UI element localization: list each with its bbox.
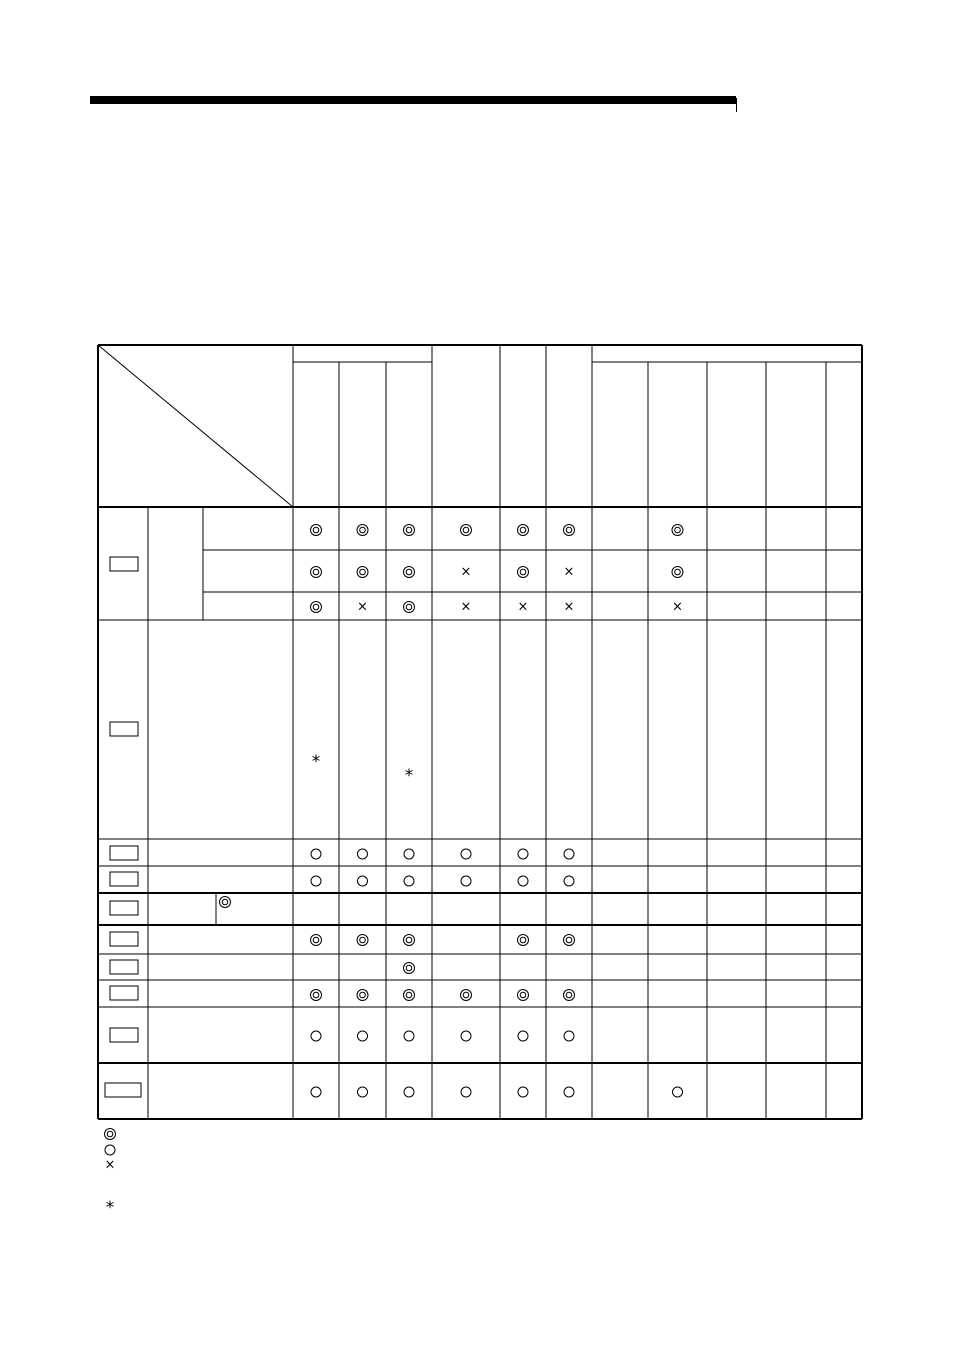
inner-ring xyxy=(520,992,526,998)
circle-icon xyxy=(461,849,471,859)
ring xyxy=(564,876,574,886)
table-row xyxy=(220,897,231,908)
double-circle-icon xyxy=(518,567,529,578)
inner-ring xyxy=(463,992,469,998)
row-label-box xyxy=(105,1083,141,1097)
circle-icon xyxy=(673,1087,683,1097)
ring xyxy=(404,1031,414,1041)
outer-ring xyxy=(404,602,415,613)
table-marks xyxy=(105,525,684,1219)
inner-ring xyxy=(566,527,572,533)
table-grid xyxy=(98,345,862,1119)
inner-ring xyxy=(675,527,681,533)
inner-ring xyxy=(406,965,412,971)
circle-icon xyxy=(461,1031,471,1041)
ring xyxy=(105,1145,115,1155)
cross-mark xyxy=(518,600,529,615)
circle-icon xyxy=(311,876,321,886)
outer-ring xyxy=(105,1129,116,1140)
outer-ring xyxy=(672,567,683,578)
circle-icon xyxy=(518,1031,528,1041)
ring xyxy=(518,876,528,886)
double-circle-icon xyxy=(404,935,415,946)
double-circle-icon xyxy=(311,567,322,578)
cross-glyph: × xyxy=(357,599,368,615)
outer-ring xyxy=(404,990,415,1001)
outer-ring xyxy=(311,990,322,1001)
double-circle-icon xyxy=(564,990,575,1001)
table-row xyxy=(311,849,574,859)
outer-ring xyxy=(404,963,415,974)
inner-ring xyxy=(463,527,469,533)
header-diagonal xyxy=(98,345,293,507)
table-row xyxy=(311,525,684,536)
table-row xyxy=(404,963,415,974)
star-mark xyxy=(312,752,321,772)
row-label-box xyxy=(110,557,138,571)
outer-ring xyxy=(461,990,472,1001)
cross-mark xyxy=(461,565,472,580)
circle-icon xyxy=(461,1087,471,1097)
outer-ring xyxy=(311,525,322,536)
circle-icon xyxy=(564,849,574,859)
inner-ring xyxy=(406,937,412,943)
double-circle-icon xyxy=(311,602,322,613)
circle-icon xyxy=(518,1087,528,1097)
legend xyxy=(105,1129,116,1219)
row-label-box xyxy=(110,986,138,1000)
inner-ring xyxy=(313,937,319,943)
row-label-box xyxy=(110,932,138,946)
ring xyxy=(518,1031,528,1041)
double-circle-icon xyxy=(518,525,529,536)
outer-ring xyxy=(461,525,472,536)
inner-ring xyxy=(406,527,412,533)
circle-icon xyxy=(358,849,368,859)
table-row xyxy=(311,565,684,580)
row-label-box xyxy=(110,960,138,974)
double-circle-icon xyxy=(311,525,322,536)
table-row xyxy=(311,990,575,1001)
outer-ring xyxy=(357,935,368,946)
outer-ring xyxy=(518,990,529,1001)
ring xyxy=(461,1031,471,1041)
ring xyxy=(673,1087,683,1097)
circle-icon xyxy=(311,849,321,859)
inner-ring xyxy=(360,569,366,575)
table-row xyxy=(311,1031,574,1041)
circle-icon xyxy=(404,1087,414,1097)
double-circle-icon xyxy=(311,990,322,1001)
ring xyxy=(311,1031,321,1041)
inner-ring xyxy=(360,527,366,533)
inner-ring xyxy=(406,569,412,575)
double-circle-icon xyxy=(105,1129,116,1140)
circle-icon xyxy=(358,876,368,886)
outer-ring xyxy=(404,567,415,578)
ring xyxy=(404,849,414,859)
cross-glyph: × xyxy=(460,564,472,580)
outer-ring xyxy=(357,990,368,1001)
double-circle-icon xyxy=(404,525,415,536)
double-circle-icon xyxy=(357,525,368,536)
ring xyxy=(311,1087,321,1097)
inner-ring xyxy=(360,937,366,943)
star-glyph: * xyxy=(311,752,321,772)
outer-ring xyxy=(311,567,322,578)
cross-glyph: × xyxy=(104,1157,116,1173)
outer-ring xyxy=(357,567,368,578)
row-label-box xyxy=(110,846,138,860)
outer-ring xyxy=(672,525,683,536)
outer-ring xyxy=(220,897,231,908)
ring xyxy=(311,849,321,859)
double-circle-icon xyxy=(564,935,575,946)
cross-mark xyxy=(105,1158,116,1173)
double-circle-icon xyxy=(357,567,368,578)
table-row xyxy=(311,600,683,615)
table-row xyxy=(311,1087,683,1097)
double-circle-icon xyxy=(357,935,368,946)
circle-icon xyxy=(404,849,414,859)
double-circle-icon xyxy=(404,602,415,613)
ring xyxy=(358,1087,368,1097)
row-label-box xyxy=(110,872,138,886)
table-row xyxy=(312,752,414,786)
double-circle-icon xyxy=(404,567,415,578)
double-circle-icon xyxy=(357,990,368,1001)
circle-icon xyxy=(358,1031,368,1041)
inner-ring xyxy=(313,604,319,610)
double-circle-icon xyxy=(311,935,322,946)
ring xyxy=(404,1087,414,1097)
circle-icon xyxy=(404,1031,414,1041)
inner-ring xyxy=(566,992,572,998)
inner-ring xyxy=(406,992,412,998)
circle-icon xyxy=(564,876,574,886)
outer-ring xyxy=(311,935,322,946)
row-label-box xyxy=(110,1028,138,1042)
double-circle-icon xyxy=(564,525,575,536)
outer-ring xyxy=(311,602,322,613)
star-glyph: * xyxy=(105,1198,115,1218)
inner-ring xyxy=(313,569,319,575)
ring xyxy=(358,876,368,886)
star-glyph: * xyxy=(404,766,414,786)
double-circle-icon xyxy=(220,897,231,908)
outer-ring xyxy=(357,525,368,536)
double-circle-icon xyxy=(404,963,415,974)
inner-ring xyxy=(675,569,681,575)
outer-ring xyxy=(518,935,529,946)
double-circle-icon xyxy=(461,990,472,1001)
outer-ring xyxy=(564,525,575,536)
cross-glyph: × xyxy=(517,599,529,615)
ring xyxy=(404,876,414,886)
inner-ring xyxy=(406,604,412,610)
cross-glyph: × xyxy=(672,599,683,615)
ring xyxy=(564,849,574,859)
cross-mark xyxy=(564,565,575,580)
circle-icon xyxy=(311,1087,321,1097)
ring xyxy=(564,1087,574,1097)
ring xyxy=(311,876,321,886)
ring xyxy=(461,876,471,886)
inner-ring xyxy=(520,527,526,533)
double-circle-icon xyxy=(404,990,415,1001)
outer-ring xyxy=(404,525,415,536)
ring xyxy=(518,849,528,859)
inner-ring xyxy=(566,937,572,943)
circle-icon xyxy=(564,1031,574,1041)
inner-ring xyxy=(360,992,366,998)
table-row xyxy=(311,935,575,946)
double-circle-icon xyxy=(518,990,529,1001)
circle-icon xyxy=(564,1087,574,1097)
cross-mark xyxy=(461,600,472,615)
double-circle-icon xyxy=(518,935,529,946)
cross-mark xyxy=(672,600,683,615)
outer-ring xyxy=(564,935,575,946)
ring xyxy=(518,1087,528,1097)
circle-icon xyxy=(105,1145,115,1155)
outer-ring xyxy=(404,935,415,946)
outer-ring xyxy=(518,567,529,578)
star-mark xyxy=(405,766,414,786)
ring xyxy=(461,1087,471,1097)
cross-mark xyxy=(357,600,368,615)
inner-ring xyxy=(520,937,526,943)
ring xyxy=(564,1031,574,1041)
inner-ring xyxy=(313,527,319,533)
inner-ring xyxy=(313,992,319,998)
cross-glyph: × xyxy=(563,599,575,615)
table-row xyxy=(311,876,574,886)
double-circle-icon xyxy=(672,525,683,536)
circle-icon xyxy=(518,849,528,859)
outer-ring xyxy=(564,990,575,1001)
cross-glyph: × xyxy=(460,599,472,615)
cross-glyph: × xyxy=(563,564,575,580)
inner-ring xyxy=(222,899,228,905)
ring xyxy=(358,849,368,859)
ring xyxy=(461,849,471,859)
double-circle-icon xyxy=(672,567,683,578)
outer-ring xyxy=(518,525,529,536)
inner-ring xyxy=(520,569,526,575)
cross-mark xyxy=(564,600,575,615)
circle-icon xyxy=(358,1087,368,1097)
circle-icon xyxy=(461,876,471,886)
ring xyxy=(358,1031,368,1041)
double-circle-icon xyxy=(461,525,472,536)
row-label-box xyxy=(110,722,138,736)
circle-icon xyxy=(404,876,414,886)
inner-ring xyxy=(107,1131,113,1137)
star-mark xyxy=(106,1198,115,1218)
row-label-box xyxy=(110,901,138,915)
circle-icon xyxy=(311,1031,321,1041)
circle-icon xyxy=(518,876,528,886)
